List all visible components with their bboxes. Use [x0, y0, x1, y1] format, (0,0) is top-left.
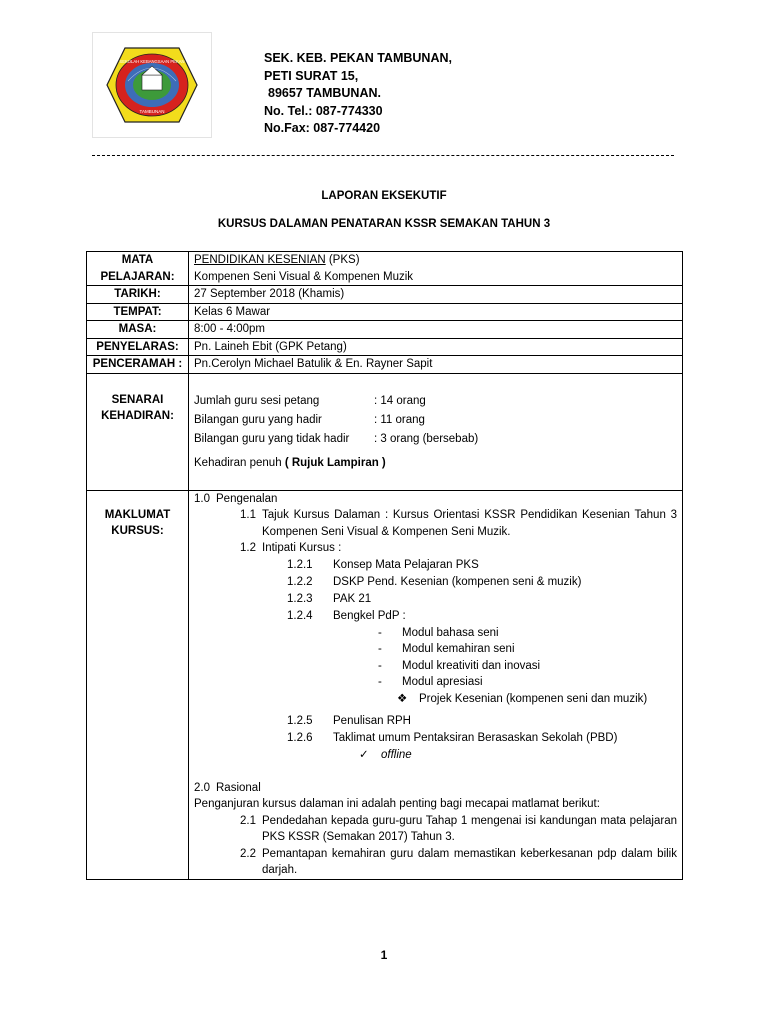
list-item [240, 540, 677, 557]
project-text: Projek Kesenian (kompenen seni dan muzik) [419, 692, 648, 705]
item-number: 2.1 [240, 814, 256, 827]
label-coordinator: PENYELARAS: [87, 338, 189, 356]
value-course-info [189, 490, 683, 879]
school-logo [92, 32, 212, 138]
label-time: MASA: [87, 321, 189, 339]
section-title: Rasional [216, 781, 261, 794]
row-attendance [87, 373, 683, 490]
attendance-key: Jumlah guru sesi petang [194, 394, 320, 407]
attendance-line [194, 393, 677, 412]
dash-bullet-icon: - [378, 643, 382, 655]
module-text: Modul apresiasi [402, 676, 483, 688]
sub-item-number: 1.2.6 [287, 732, 313, 744]
module-text: Modul kemahiran seni [402, 643, 515, 655]
item-text: Intipati Kursus : [262, 542, 342, 554]
module-item [378, 658, 677, 675]
module-item [378, 641, 677, 658]
sub-item-text: Konsep Mata Pelajaran PKS [333, 558, 479, 571]
separator-line [92, 155, 674, 156]
school-crest-icon [93, 33, 211, 137]
address-line: 89657 TAMBUNAN. [268, 86, 381, 100]
attendance-value: : 3 orang (bersebab) [374, 432, 479, 445]
row-coordinator [87, 338, 683, 356]
attendance-note [194, 455, 677, 472]
sub-item-text: PAK 21 [333, 592, 372, 605]
report-subtitle: KURSUS DALAMAN PENATARAN KSSR SEMAKAN TAHUN 3 [217, 218, 551, 230]
attendance-line [194, 431, 677, 450]
sub-item [287, 591, 677, 608]
attendance-value: : 11 orang [374, 413, 425, 426]
logo-bottom-text: TAMBUNAN [139, 109, 165, 114]
report-table [86, 251, 683, 880]
attendance-key: Bilangan guru yang tidak hadir [194, 432, 350, 445]
page-number: 1 [380, 948, 388, 962]
label-place: TEMPAT: [87, 303, 189, 321]
row-subject [87, 252, 683, 286]
phone-line: No. Tel.: 087-774330 [264, 103, 383, 118]
value-coordinator: Pn. Laineh Ebit (GPK Petang) [189, 338, 683, 356]
check-item [359, 747, 677, 764]
item-number: 2.2 [240, 847, 256, 860]
sub-item-number: 1.2.2 [287, 575, 313, 588]
label-subject: MATA PELAJARAN: [87, 252, 189, 286]
logo-top-text: SEKOLAH KEBANGSAAN PEKAN [119, 59, 185, 64]
value-place: Kelas 6 Mawar [189, 303, 683, 321]
address-line: SEK. KEB. PEKAN TAMBUNAN, [264, 51, 452, 65]
sub-item-text: DSKP Pend. Kesenian (kompenen seni & muzik) [333, 575, 582, 588]
sub-item-text: Taklimat umum Pentaksiran Berasaskan Sekolah (PBD) [333, 732, 618, 744]
sub-item [287, 574, 677, 591]
item-text: Pemantapan kemahiran guru dalam memastikan keberkesanan pdp dalam bilik darjah. [262, 847, 677, 876]
sub-item-number: 1.2.1 [287, 558, 313, 571]
subject-code: (PKS) [325, 254, 360, 266]
dash-bullet-icon: - [378, 659, 382, 672]
crest-book [142, 75, 162, 90]
section-title: Pengenalan [216, 492, 278, 505]
attendance-line [194, 412, 677, 431]
row-speaker [87, 356, 683, 374]
item-text: Pendedahan kepada guru-guru Tahap 1 mengenai isi kandungan mata pelajaran PKS KSSR (Semakan 2017) Tahun 3. [262, 814, 677, 843]
diamond-bullet-icon: ❖ [397, 692, 408, 705]
sub-item [287, 713, 677, 730]
section-intro: Penganjuran kursus dalaman ini adalah penting bagi mecapai matlamat berikut: [194, 798, 600, 810]
section-number: 2.0 [194, 781, 210, 794]
checkmark-icon: ✓ [359, 749, 369, 761]
row-place [87, 303, 683, 321]
dash-bullet-icon: - [378, 626, 382, 639]
attendance-note-prefix: Kehadiran penuh [194, 456, 285, 469]
attendance-value: : 14 orang [374, 394, 426, 407]
item-number: 1.1 [240, 509, 256, 521]
sub-item-text: Penulisan RPH [333, 715, 411, 727]
item-text: Tajuk Kursus Dalaman : Kursus Orientasi KSSR Pendidikan Kesenian Tahun 3 Kompenen Seni Visual & Kompenen Seni Muzik. [262, 509, 677, 538]
sub-item [287, 730, 677, 747]
value-subject [189, 252, 683, 286]
section-number: 1.0 [194, 492, 210, 505]
check-text: offline [381, 749, 412, 761]
value-date: 27 September 2018 (Khamis) [189, 286, 683, 304]
project-item [397, 691, 677, 708]
address-line: PETI SURAT 15, [264, 68, 359, 83]
value-attendance [189, 373, 683, 490]
module-text: Modul kreativiti dan inovasi [402, 659, 541, 672]
module-text: Modul bahasa seni [402, 626, 499, 639]
subject-name: PENDIDIKAN KESENIAN [194, 254, 326, 266]
sub-item-number: 1.2.4 [287, 609, 313, 622]
value-speaker: Pn.Cerolyn Michael Batulik & En. Rayner Sapit [189, 356, 683, 374]
section-heading [194, 780, 677, 797]
school-address [264, 50, 452, 138]
sub-item [287, 608, 677, 625]
row-date [87, 286, 683, 304]
section-heading [194, 491, 677, 508]
dash-bullet-icon: - [378, 676, 382, 688]
row-course-info [87, 490, 683, 879]
fax-line: No.Fax: 087-774420 [264, 121, 381, 135]
sub-item [287, 557, 677, 574]
module-item [378, 625, 677, 642]
report-title: LAPORAN EKSEKUTIF [321, 190, 447, 202]
item-number: 1.2 [240, 542, 256, 554]
subject-components: Kompenen Seni Visual & Kompenen Muzik [194, 270, 414, 283]
module-item [378, 674, 677, 691]
label-date: TARIKH: [87, 286, 189, 304]
sub-item-number: 1.2.5 [287, 715, 313, 727]
label-attendance: SENARAI KEHADIRAN: [87, 373, 189, 490]
attendance-key: Bilangan guru yang hadir [194, 413, 322, 426]
sub-item-text: Bengkel PdP : [333, 609, 406, 622]
label-speaker: PENCERAMAH : [87, 356, 189, 374]
value-time: 8:00 - 4:00pm [189, 321, 683, 339]
list-item [240, 507, 677, 540]
row-time [87, 321, 683, 339]
appendix-reference: ( Rujuk Lampiran ) [284, 456, 386, 469]
list-item [240, 813, 677, 846]
label-course-info: MAKLUMAT KURSUS: [87, 490, 189, 879]
sub-item-number: 1.2.3 [287, 592, 313, 605]
list-item [240, 846, 677, 879]
